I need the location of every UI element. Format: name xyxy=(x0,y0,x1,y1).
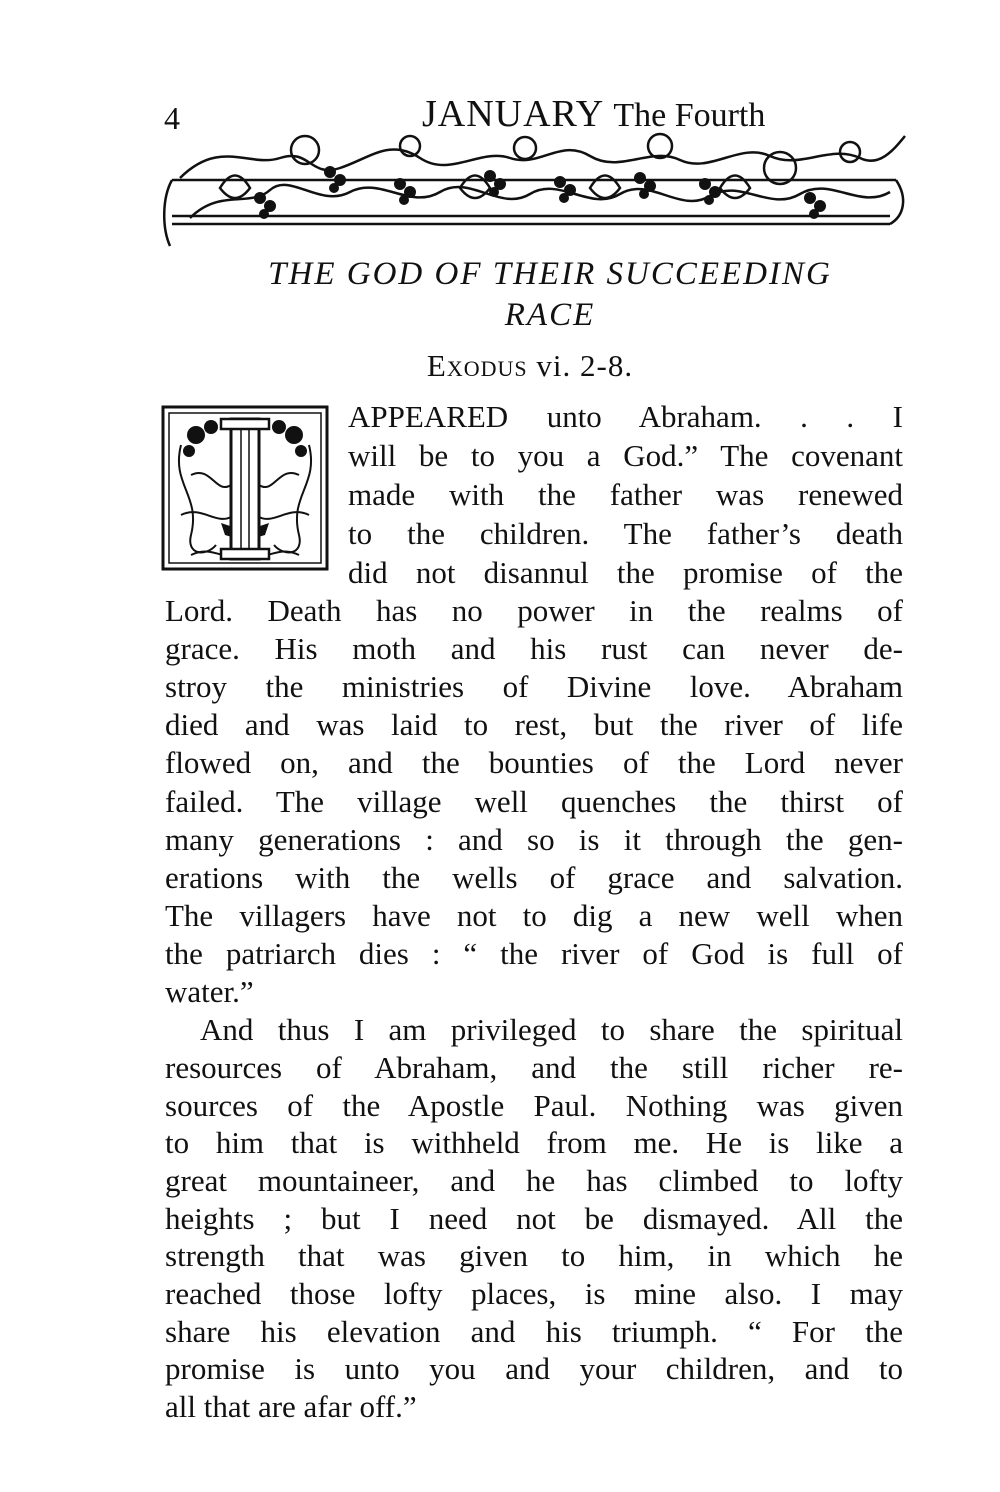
body-line: Lord. Death has no power in the realms of xyxy=(165,593,903,628)
body-line: erations with the wells of grace and salvation. xyxy=(165,860,903,895)
header-month: JANUARY xyxy=(422,93,603,135)
header-day: The Fourth xyxy=(613,97,766,134)
scripture-verses: vi. 2-8. xyxy=(536,348,634,383)
body-line: to the children. The father’s death xyxy=(348,516,903,551)
body-line: stroy the ministries of Divine love. Abraham xyxy=(165,669,903,704)
body-line: died and was laid to rest, but the river of life xyxy=(165,707,903,742)
body-line: heights ; but I need not be dismayed. All the xyxy=(165,1201,903,1236)
chapter-title-line-1: THE GOD OF THEIR SUCCEEDING xyxy=(268,256,832,292)
body-line: will be to you a God.” The covenant xyxy=(348,438,903,473)
body-line: many generations : and so is it through the gen- xyxy=(165,822,903,857)
body-line: sources of the Apostle Paul. Nothing was given xyxy=(165,1088,903,1123)
body-line: to him that is withheld from me. He is like a xyxy=(165,1125,903,1160)
chapter-title-line-2: RACE xyxy=(504,297,596,333)
body-line: share his elevation and his triumph. “ For the xyxy=(165,1314,903,1349)
body-line: failed. The village well quenches the thirst of xyxy=(165,784,903,819)
scripture-book: Exodus xyxy=(426,348,528,383)
body-line: water.” xyxy=(165,974,254,1009)
body-line: APPEARED unto Abraham. . . I xyxy=(348,399,903,434)
body-line: strength that was given to him, in which he xyxy=(165,1238,903,1273)
body-line: the patriarch dies : “ the river of God is full of xyxy=(165,936,903,971)
body-line: made with the father was renewed xyxy=(348,477,903,512)
body-line: reached those lofty places, is mine also. I may xyxy=(165,1276,903,1311)
drop-cap-letter-i xyxy=(161,405,329,571)
body-line: resources of Abraham, and the still richer re- xyxy=(165,1050,903,1085)
scripture-reference xyxy=(200,348,860,384)
page-number: 4 xyxy=(164,100,180,136)
body-line: And thus I am privileged to share the spiritual xyxy=(200,1012,903,1047)
body-line: The villagers have not to dig a new well when xyxy=(165,898,903,933)
body-line: promise is unto you and your children, and to xyxy=(165,1351,903,1386)
body-line: did not disannul the promise of the xyxy=(348,555,903,590)
body-line: flowed on, and the bounties of the Lord never xyxy=(165,745,903,780)
body-line: all that are afar off.” xyxy=(165,1389,417,1424)
body-line: great mountaineer, and he has climbed to lofty xyxy=(165,1163,903,1198)
vine-ornament-icon xyxy=(160,128,910,248)
body-line: grace. His moth and his rust can never de- xyxy=(165,631,903,666)
drop-cap-glyph: I xyxy=(161,405,162,406)
